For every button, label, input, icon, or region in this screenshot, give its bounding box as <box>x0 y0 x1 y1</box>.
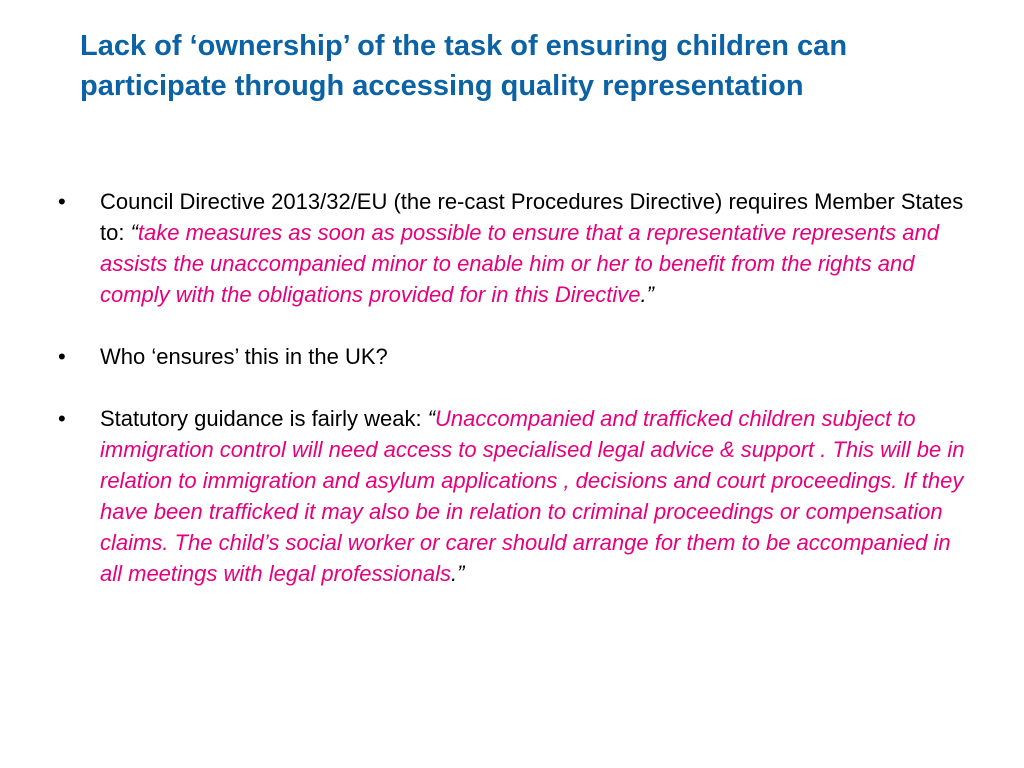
bullet-lead-text: Council Directive 2013/32/EU (the re-cast Procedures Directive) requires Member States to: <box>100 189 964 245</box>
bullet-question-text: Who ‘ensures’ this in the UK? <box>100 344 388 369</box>
open-quote-mark: “ <box>130 220 138 245</box>
bullet-marker: • <box>58 344 66 369</box>
bullet-marker: • <box>58 406 66 431</box>
directive-quote: take measures as soon as possible to ensure that a representative represents and assists the unaccompanied minor to enable him or her to benefit from the rights and comply with the obligations provided for in this Directive <box>100 220 939 307</box>
bullet-item-guidance <box>58 403 968 589</box>
close-quote-mark: .” <box>640 282 654 307</box>
open-quote-mark: “ <box>427 406 436 431</box>
bullet-marker: • <box>58 189 66 214</box>
bullet-list <box>58 186 968 620</box>
slide-title: Lack of ‘ownership’ of the task of ensuring children can participate through accessing quality representation <box>80 30 848 102</box>
close-quote-mark: .” <box>450 561 465 586</box>
bullet-item-directive <box>58 186 968 310</box>
bullet-item-question <box>58 341 968 372</box>
bullet-lead-text: Statutory guidance is fairly weak: <box>100 406 428 431</box>
guidance-quote: Unaccompanied and trafficked children subject to immigration control will need access to specialised legal advice & support . This will be in relation to immigration and asylum applications , decisions and court proceedings. If they have been trafficked it may also be in relation to criminal proceedings or compensation claims. The child’s social worker or carer should arrange for them to be accompanied in all meetings with legal professionals <box>100 406 965 586</box>
